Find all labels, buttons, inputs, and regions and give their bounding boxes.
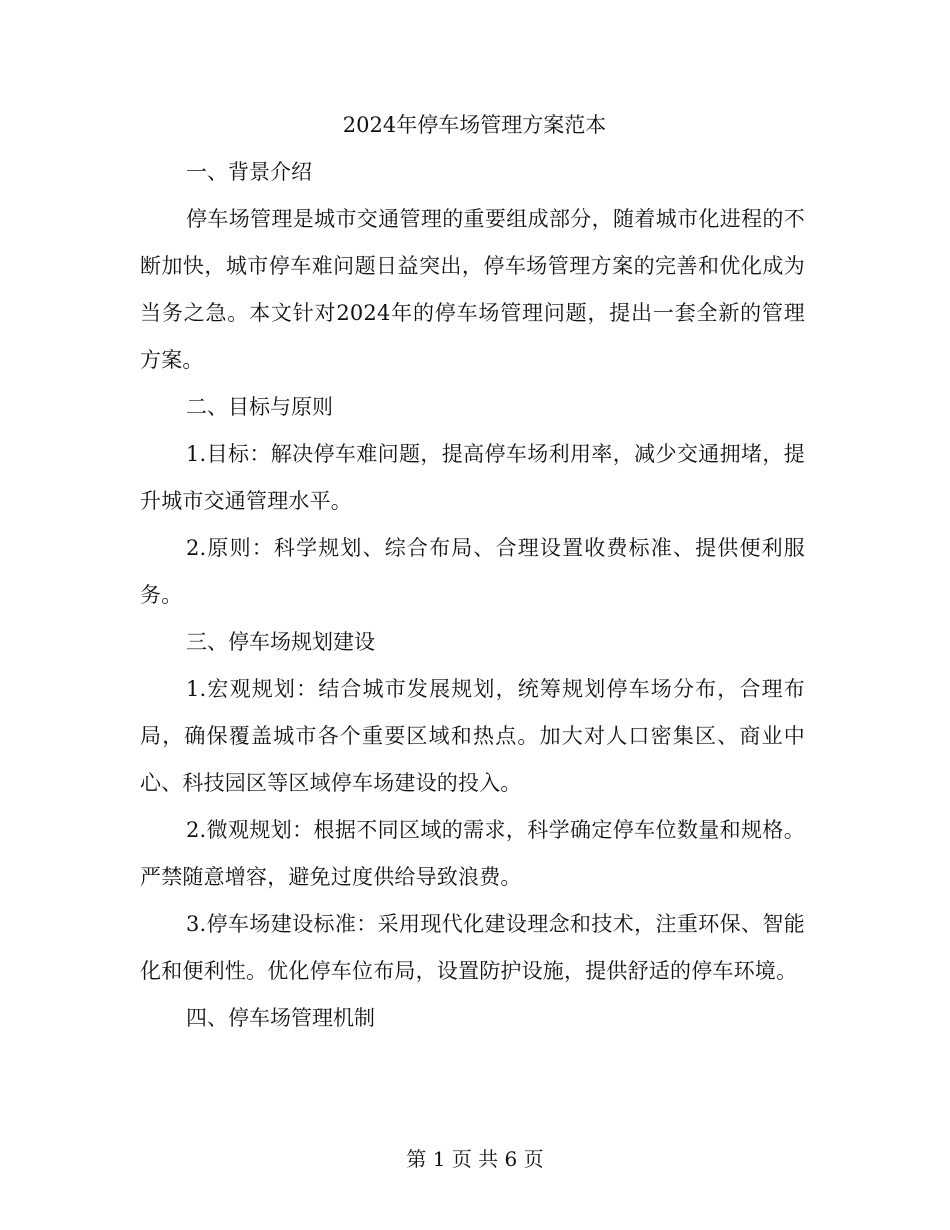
paragraph-micro-planning: 2.微观规划：根据不同区域的需求，科学确定停车位数量和规格。严禁随意增容，避免过度供给导致浪费。	[140, 818, 805, 889]
paragraph-principle: 2.原则：科学规划、综合布局、合理设置收费标准、提供便利服务。	[140, 536, 805, 607]
section-heading-goals: 二、目标与原则	[186, 395, 333, 419]
section-heading-management: 四、停车场管理机制	[186, 1006, 375, 1030]
page-footer	[0, 1142, 950, 1176]
section-heading-background: 一、背景介绍	[186, 160, 312, 184]
paragraph-construction-standard: 3.停车场建设标准：采用现代化建设理念和技术，注重环保、智能化和便利性。优化停车位布局，设置防护设施，提供舒适的停车环境。	[140, 912, 805, 983]
paragraph-background: 停车场管理是城市交通管理的重要组成部分，随着城市化进程的不断加快，城市停车难问题日益突出，停车场管理方案的完善和优化成为当务之急。本文针对2024年的停车场管理问题，提出一套全新的管理方案。	[140, 207, 805, 372]
paragraph-goal: 1.目标：解决停车难问题，提高停车场利用率，减少交通拥堵，提升城市交通管理水平。	[140, 442, 805, 513]
section-heading-planning: 三、停车场规划建设	[186, 630, 375, 654]
document-body	[140, 102, 805, 1042]
document-title: 2024年停车场管理方案范本	[342, 113, 607, 137]
paragraph-macro-planning: 1.宏观规划：结合城市发展规划，统筹规划停车场分布，合理布局，确保覆盖城市各个重要区域和热点。加大对人口密集区、商业中心、科技园区等区域停车场建设的投入。	[140, 677, 805, 795]
page-number: 第 1 页 共 6 页	[406, 1147, 544, 1171]
